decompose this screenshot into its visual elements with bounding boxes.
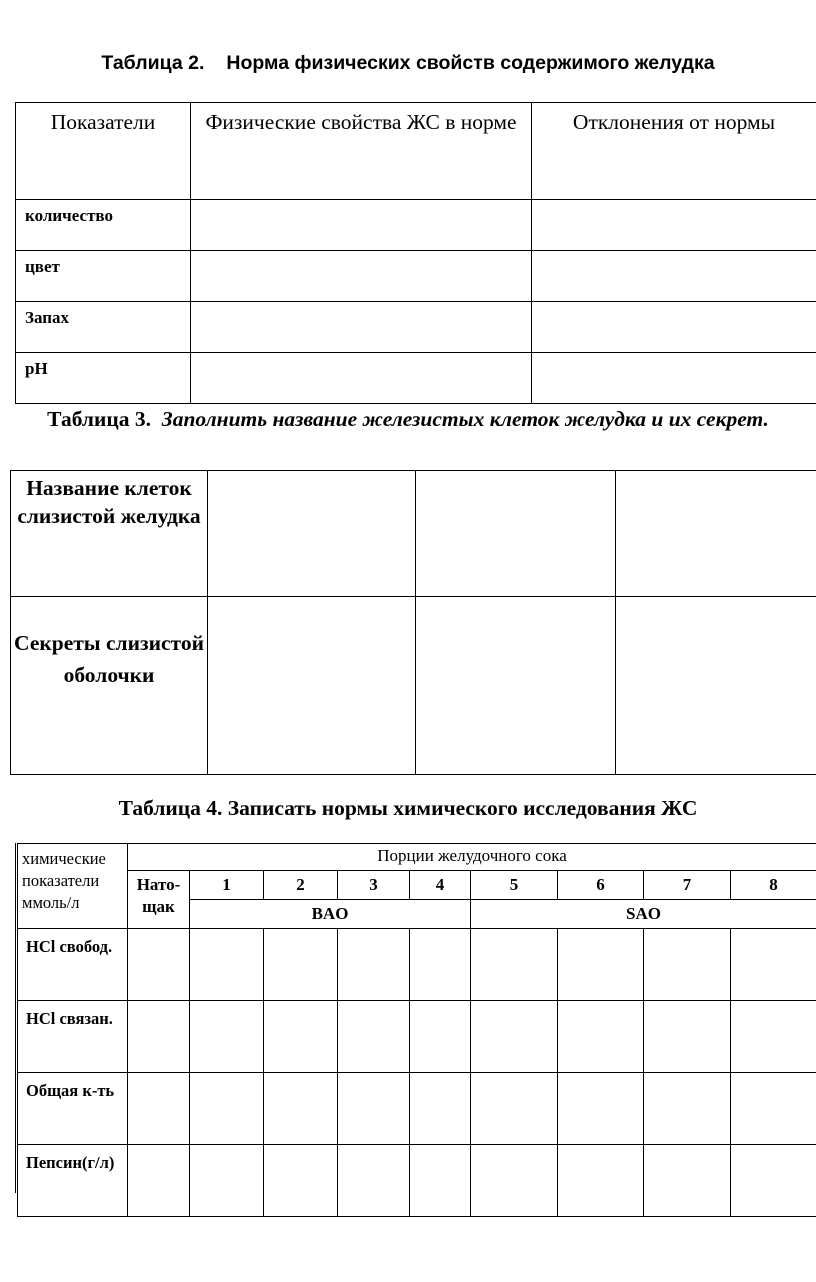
table4-cell[interactable]	[471, 1001, 558, 1073]
table4-cell[interactable]	[264, 1073, 338, 1145]
table4-bao-label: BAO	[190, 900, 471, 929]
table3-cell[interactable]	[208, 471, 416, 597]
table4-cell[interactable]	[731, 1073, 816, 1145]
table2-cell[interactable]	[191, 200, 532, 251]
table3-cell[interactable]	[416, 597, 616, 775]
table4-cell[interactable]	[190, 929, 264, 1001]
table4-chem-indicators-label: химические показатели ммоль/л	[18, 844, 128, 929]
table4-portion-number: 1	[190, 871, 264, 900]
table4-cell[interactable]	[644, 929, 731, 1001]
table4-title: Таблица 4. Записать нормы химического исследования ЖС	[118, 796, 698, 820]
table3-cell-names-label: Название клеток слизистой желудка	[11, 471, 208, 597]
table4-cell[interactable]	[644, 1073, 731, 1145]
table2-title-number: Таблица 2.	[101, 52, 205, 74]
table4-cell[interactable]	[128, 1145, 190, 1217]
table4-cell[interactable]	[190, 1073, 264, 1145]
table2-header-deviations: Отклонения от нормы	[532, 103, 816, 200]
table2-title	[0, 52, 816, 75]
table2-row-label: цвет	[16, 251, 191, 302]
table4-cell[interactable]	[190, 1001, 264, 1073]
table4-double-border	[15, 843, 16, 1193]
table4-cell[interactable]	[338, 1073, 410, 1145]
table2-cell[interactable]	[191, 251, 532, 302]
table4-cell[interactable]	[731, 929, 816, 1001]
table4-cell[interactable]	[558, 1145, 644, 1217]
table4-cell[interactable]	[471, 1145, 558, 1217]
table4-portion-number: 6	[558, 871, 644, 900]
table4-row-label: Пепсин(г/л)	[18, 1145, 128, 1217]
table3-cell[interactable]	[616, 597, 816, 775]
table4-cell[interactable]	[410, 929, 471, 1001]
table2-physical-properties	[15, 102, 816, 404]
table4-portion-number: 7	[644, 871, 731, 900]
table4-cell[interactable]	[558, 929, 644, 1001]
table3-secrets-label: Секреты слизистой оболочки	[11, 597, 208, 775]
table4-sao-label: SAO	[471, 900, 816, 929]
table4-cell[interactable]	[128, 929, 190, 1001]
table4-row-label: HCl связан.	[18, 1001, 128, 1073]
table2-title-text: Норма физических свойств содержимого желудка	[226, 52, 715, 74]
table4-cell[interactable]	[338, 1001, 410, 1073]
table4-cell[interactable]	[410, 1073, 471, 1145]
table2-cell[interactable]	[191, 353, 532, 404]
table4-fasting-label: Нато-щак	[128, 871, 190, 929]
table3-title	[0, 404, 816, 435]
table4-cell[interactable]	[410, 1145, 471, 1217]
table4-cell[interactable]	[471, 929, 558, 1001]
table2-row-label: количество	[16, 200, 191, 251]
table2-cell[interactable]	[532, 200, 816, 251]
table2-row-label: Запах	[16, 302, 191, 353]
table4-cell[interactable]	[558, 1001, 644, 1073]
table4-cell[interactable]	[264, 1145, 338, 1217]
table2-row-label: pH	[16, 353, 191, 404]
table4-cell[interactable]	[731, 1001, 816, 1073]
table4-portion-number: 4	[410, 871, 471, 900]
table2-cell[interactable]	[532, 353, 816, 404]
table4-chemical-study	[17, 843, 816, 1217]
table4-portion-number: 8	[731, 871, 816, 900]
table4-cell[interactable]	[190, 1145, 264, 1217]
table2-cell[interactable]	[532, 251, 816, 302]
table4-portion-number: 2	[264, 871, 338, 900]
table3-cell[interactable]	[416, 471, 616, 597]
table4-cell[interactable]	[128, 1073, 190, 1145]
table4-cell[interactable]	[128, 1001, 190, 1073]
table4-cell[interactable]	[338, 1145, 410, 1217]
table4-cell[interactable]	[644, 1145, 731, 1217]
table3-title-text: Заполнить название железистых клеток желудка и их секрет.	[161, 407, 769, 431]
table3-title-number: Таблица 3.	[47, 407, 151, 431]
table3-gland-cells	[10, 470, 816, 775]
table4-cell[interactable]	[644, 1001, 731, 1073]
table2-cell[interactable]	[191, 302, 532, 353]
table4-cell[interactable]	[731, 1145, 816, 1217]
table2-header-normal: Физические свойства ЖС в норме	[191, 103, 532, 200]
table4-portion-number: 3	[338, 871, 410, 900]
table4-portion-number: 5	[471, 871, 558, 900]
table3-cell[interactable]	[208, 597, 416, 775]
table4-portions-label: Порции желудочного сока	[128, 844, 816, 871]
table4-cell[interactable]	[338, 929, 410, 1001]
table4-cell[interactable]	[264, 1001, 338, 1073]
table4-cell[interactable]	[471, 1073, 558, 1145]
table3-cell[interactable]	[616, 471, 816, 597]
table4-cell[interactable]	[558, 1073, 644, 1145]
table4-row-label: HCl свобод.	[18, 929, 128, 1001]
table4-cell[interactable]	[410, 1001, 471, 1073]
table2-header-indicators: Показатели	[16, 103, 191, 200]
table4-cell[interactable]	[264, 929, 338, 1001]
table4-row-label: Общая к-ть	[18, 1073, 128, 1145]
table2-cell[interactable]	[532, 302, 816, 353]
